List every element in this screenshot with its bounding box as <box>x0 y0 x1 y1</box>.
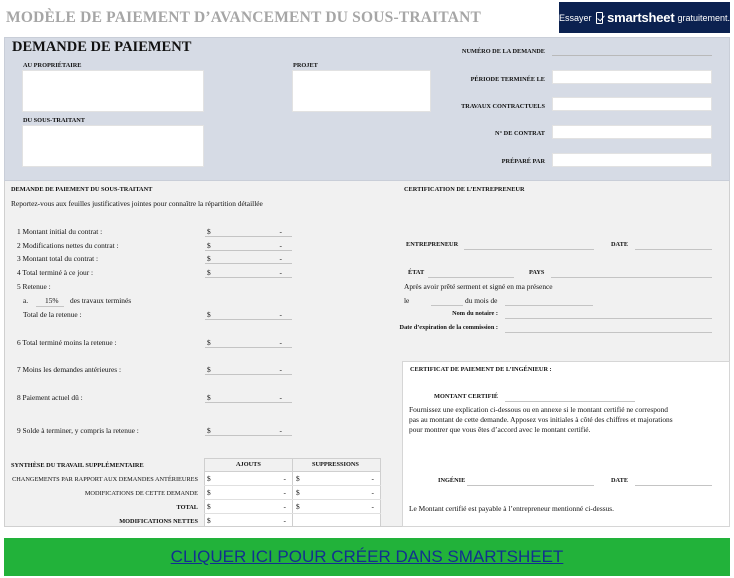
amount-9-line <box>205 435 292 436</box>
commission-label: Date d’expiration de la commission : <box>399 324 498 331</box>
currency-symbol: $ <box>207 268 211 277</box>
retention-percent-line <box>36 306 64 307</box>
removals-row-2[interactable]: - <box>371 488 374 497</box>
explanation-line-3: pour montrer que vous êtes d’accord avec le montant certifié. <box>409 425 591 434</box>
cta-label: CLIQUER ICI POUR CRÉER DANS SMARTSHEET <box>170 547 564 566</box>
state-label: ÉTAT <box>408 269 425 276</box>
subcontractor-label: DU SOUS-TRAITANT <box>23 117 85 124</box>
amount-7-line <box>205 374 292 375</box>
prepared-by-label: PRÉPARÉ PAR <box>501 158 545 165</box>
notary-label: Nom du notaire : <box>452 310 498 317</box>
amount-4-line <box>205 277 292 278</box>
smartsheet-logo-icon <box>596 12 604 24</box>
item-6-label: 6 Total terminé moins la retenue : <box>17 338 117 347</box>
country-label: PAYS <box>529 269 545 276</box>
contract-works-label: TRAVAUX CONTRACTUELS <box>461 103 545 110</box>
amount-3-line <box>205 263 292 264</box>
contractor-date-field[interactable] <box>635 249 712 250</box>
prepared-by-field[interactable] <box>552 153 712 167</box>
create-in-smartsheet-button[interactable] <box>4 538 730 576</box>
currency-symbol: $ <box>207 241 211 250</box>
engineer-date-field[interactable] <box>635 485 712 486</box>
country-field[interactable] <box>551 277 712 278</box>
certified-amount-label: MONTANT CERTIFIÉ <box>434 393 499 400</box>
engineer-certificate-box <box>402 361 730 527</box>
extra-row-3-label: TOTAL <box>176 504 198 511</box>
request-number-field[interactable] <box>552 55 712 56</box>
amount-4-value[interactable]: - <box>279 268 282 277</box>
owner-label: AU PROPRIÉTAIRE <box>23 62 82 69</box>
item-9-label: 9 Solde à terminer, y compris la retenue : <box>17 426 139 435</box>
retention-percent[interactable]: 15% <box>45 296 59 305</box>
extra-row-1-label: CHANGEMENTS PAR RAPPORT AUX DEMANDES ANTÉRIEURES <box>12 476 198 483</box>
month-of-label: du mois de <box>465 296 498 305</box>
state-field[interactable] <box>428 277 514 278</box>
period-field[interactable] <box>552 70 712 84</box>
day-field[interactable] <box>431 305 463 306</box>
month-field[interactable] <box>505 305 593 306</box>
explanation-line-2: pas au montant de cette demande. Apposez vos initiales à côté des chiffres et majorations <box>409 415 673 424</box>
project-field[interactable] <box>292 70 431 112</box>
extra-work-title: SYNTHÈSE DU TRAVAIL SUPPLÉMENTAIRE <box>11 462 144 469</box>
grid-row-line <box>204 485 381 486</box>
amount-7-value[interactable]: - <box>279 365 282 374</box>
retention-a-label: a. <box>23 296 29 305</box>
currency-symbol: $ <box>296 502 300 511</box>
removals-header: SUPPRESSIONS <box>312 461 359 468</box>
engineer-field[interactable] <box>467 485 594 486</box>
currency-symbol: $ <box>207 426 211 435</box>
amount-9-value[interactable]: - <box>279 426 282 435</box>
page-title: MODÈLE DE PAIEMENT D’AVANCEMENT DU SOUS-TRAITANT <box>6 9 482 26</box>
contractor-date-label: DATE <box>611 241 629 248</box>
currency-symbol: $ <box>207 365 211 374</box>
currency-symbol: $ <box>207 338 211 347</box>
commission-field[interactable] <box>505 332 712 333</box>
amount-6-line <box>205 347 292 348</box>
retention-total-label: Total de la retenue : <box>23 310 82 319</box>
request-heading: DEMANDE DE PAIEMENT <box>12 39 192 55</box>
item-2-label: 2 Modifications nettes du contrat : <box>17 241 119 250</box>
additions-row-1[interactable]: - <box>283 474 286 483</box>
retention-text: des travaux terminés <box>70 296 132 305</box>
additions-row-2[interactable]: - <box>283 488 286 497</box>
amount-8-value[interactable]: - <box>279 393 282 402</box>
item-7-label: 7 Moins les demandes antérieures : <box>17 365 122 374</box>
amount-2-value[interactable]: - <box>279 241 282 250</box>
additions-total[interactable]: - <box>283 502 286 511</box>
request-section-title: DEMANDE DE PAIEMENT DU SOUS-TRAITANT <box>11 186 153 193</box>
contract-number-label: N° DE CONTRAT <box>495 130 545 137</box>
extra-work-title-cell <box>4 458 204 472</box>
subcontractor-field[interactable] <box>22 125 204 167</box>
item-4-label: 4 Total terminé à ce jour : <box>17 268 94 277</box>
explanation-line-1: Fournissez une explication ci-dessous ou en annexe si le montant certifié ne correspond <box>409 405 669 414</box>
try-label: Essayer <box>559 12 592 23</box>
removals-total[interactable]: - <box>371 502 374 511</box>
retention-total-value[interactable]: - <box>279 310 282 319</box>
amount-1-value[interactable]: - <box>279 227 282 236</box>
contract-works-field[interactable] <box>552 97 712 111</box>
currency-symbol: $ <box>207 474 211 483</box>
request-note: Reportez-vous aux feuilles justificatives jointes pour connaître la répartition détaillée <box>11 199 263 208</box>
amount-8-line <box>205 402 292 403</box>
currency-symbol: $ <box>207 310 211 319</box>
currency-symbol: $ <box>296 488 300 497</box>
currency-symbol: $ <box>207 502 211 511</box>
amount-2-line <box>205 250 292 251</box>
try-smartsheet-button[interactable] <box>559 2 730 33</box>
smartsheet-brand: smartsheet <box>607 10 675 25</box>
currency-symbol: $ <box>207 393 211 402</box>
currency-symbol: $ <box>207 488 211 497</box>
amount-3-value[interactable]: - <box>279 254 282 263</box>
item-3-label: 3 Montant total du contrat : <box>17 254 99 263</box>
project-label: PROJET <box>293 62 318 69</box>
certification-section-title: CERTIFICATION DE L’ENTREPRENEUR <box>404 186 525 193</box>
amount-1-line <box>205 236 292 237</box>
currency-symbol: $ <box>207 516 211 525</box>
item-5-label: 5 Retenue : <box>17 282 51 291</box>
contractor-field[interactable] <box>464 249 594 250</box>
currency-symbol: $ <box>296 474 300 483</box>
amount-6-value[interactable]: - <box>279 338 282 347</box>
sworn-text: Après avoir prêté serment et signé en ma présence <box>404 282 553 291</box>
net-changes-value[interactable]: - <box>283 516 286 525</box>
extra-row-4-label: MODIFICATIONS NETTES <box>119 518 198 525</box>
engineer-label: INGÉNIE <box>438 477 466 484</box>
item-8-label: 8 Paiement actuel dû : <box>17 393 83 402</box>
additions-header: AJOUTS <box>236 461 261 468</box>
free-label: gratuitement. <box>677 12 730 23</box>
grid-row-line <box>204 499 381 500</box>
extra-row-2-label: MODIFICATIONS DE CETTE DEMANDE <box>84 490 198 497</box>
payable-note: Le Montant certifié est payable à l’entrepreneur mentionné ci-dessus. <box>409 504 615 513</box>
owner-field[interactable] <box>22 70 204 112</box>
grid-row-line <box>204 513 381 514</box>
currency-symbol: $ <box>207 227 211 236</box>
period-label: PÉRIODE TERMINÉE LE <box>470 76 545 83</box>
engineer-section-title: CERTIFICAT DE PAIEMENT DE L’INGÉNIEUR : <box>410 366 552 373</box>
contractor-label: ENTREPRENEUR <box>406 241 459 248</box>
contract-number-field[interactable] <box>552 125 712 139</box>
notary-field[interactable] <box>505 318 712 319</box>
le-label: le <box>404 296 410 305</box>
certified-amount-field[interactable] <box>505 401 635 402</box>
removals-row-1[interactable]: - <box>371 474 374 483</box>
currency-symbol: $ <box>207 254 211 263</box>
request-number-label: NUMÉRO DE LA DEMANDE <box>461 48 545 55</box>
retention-total-line <box>205 319 292 320</box>
item-1-label: 1 Montant initial du contrat : <box>17 227 103 236</box>
engineer-date-label: DATE <box>611 477 629 484</box>
